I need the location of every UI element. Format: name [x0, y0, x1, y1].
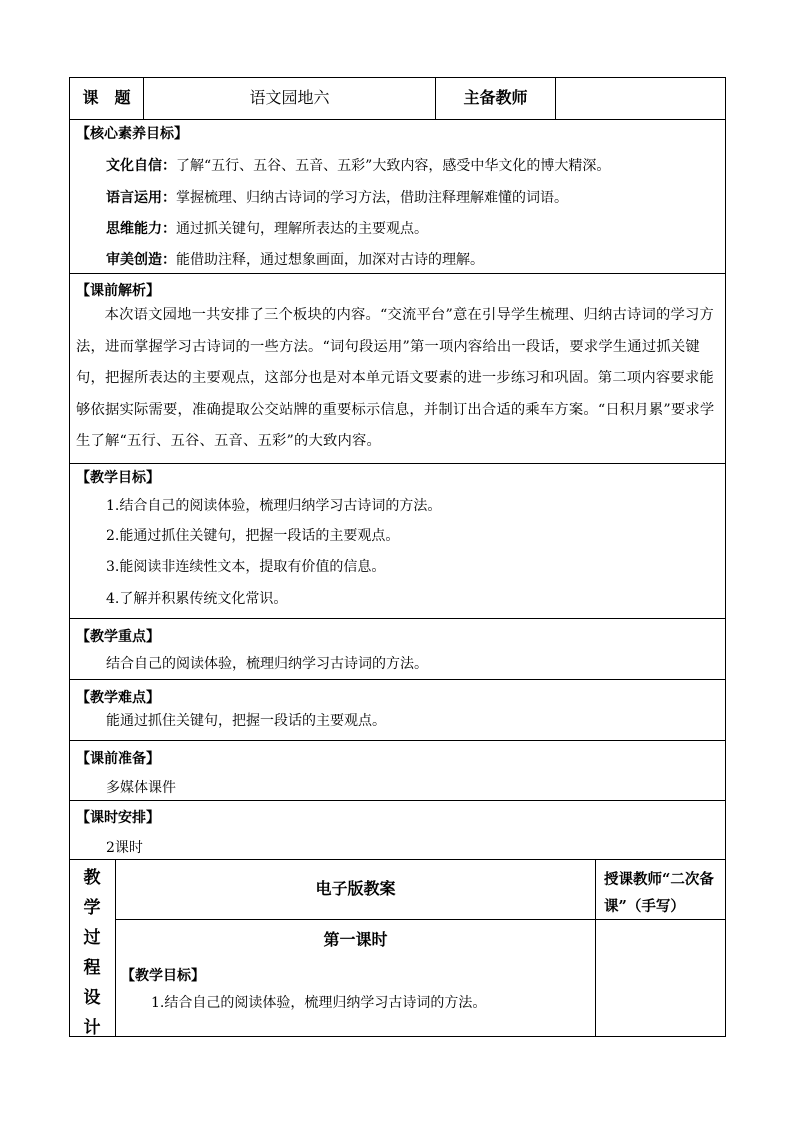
table-line: [595, 859, 596, 1037]
goal-item: 2.能通过抓住关键句，把握一段话的主要观点。: [106, 528, 400, 544]
core-item: [106, 220, 428, 238]
side-char: 计: [83, 1018, 101, 1038]
core-item-text: 通过抓关键句，理解所表达的主要观点。: [176, 221, 428, 237]
topic-label: 课 题: [82, 88, 131, 107]
preparation-title: 【课前准备】: [76, 751, 160, 767]
core-item-label: 审美创造：: [106, 252, 176, 268]
core-section-title: 【核心素养目标】: [76, 126, 188, 142]
goal-item: 1.结合自己的阅读体验，梳理归纳学习古诗词的方法。: [106, 498, 442, 514]
core-item: [106, 189, 568, 207]
preparation-text: 多媒体课件: [106, 780, 176, 796]
table-line: [555, 77, 556, 119]
side-char: 过: [83, 928, 101, 948]
analysis-paragraph: 本次语文园地一共安排了三个板块的内容。“交流平台”意在引导学生梳理、归纳古诗词的学习方法，进而掌握学习古诗词的一些方法。“词句段运用”第一项内容给出一段话，要求学生通过抓关键句，把握所表达的主要观点，这部分也是对本单元语文要素的进一步练习和巩固。第二项内容要求能够依据实际需要，准确提取公交站牌的重要标示信息，并制订出合适的乘车方案。“日积月累”要求学生了解“五行、五谷、五音、五彩”的大致内容。: [76, 307, 715, 449]
goal-item: 4.了解并积累传统文化常识。: [106, 591, 288, 607]
lesson-goals-title: 【教学目标】: [121, 968, 205, 984]
process-side-label: [70, 863, 114, 1043]
core-item-text: 能借助注释，通过想象画面，加深对古诗的理解。: [176, 252, 484, 268]
schedule-text: 2课时: [106, 840, 143, 856]
table-line: [69, 740, 726, 741]
table-line: [69, 273, 726, 274]
core-item-label: 思维能力：: [106, 221, 176, 237]
table-line: [69, 800, 726, 801]
lesson-title: 第一课时: [323, 930, 388, 949]
analysis-section-title: 【课前解析】: [76, 283, 160, 299]
electronic-plan-title: 电子版教案: [315, 879, 396, 898]
core-item: [106, 251, 484, 269]
table-line: [69, 859, 726, 860]
key-points-title: 【教学重点】: [76, 629, 160, 645]
teacher-label: 主备教师: [463, 88, 528, 107]
table-line: [69, 679, 726, 680]
table-border-bottom: [69, 1036, 726, 1037]
goals-section-title: 【教学目标】: [76, 470, 160, 486]
lesson-goal-item: 1.结合自己的阅读体验，梳理归纳学习古诗词的方法。: [151, 995, 487, 1011]
side-char: 程: [83, 958, 101, 978]
second-prep-title: 授课教师“二次备课”（手写）: [604, 871, 714, 915]
table-line: [69, 463, 726, 464]
core-item-label: 语言运用：: [106, 190, 176, 206]
key-points-text: 结合自己的阅读体验，梳理归纳学习古诗词的方法。: [106, 656, 428, 672]
goal-item: 3.能阅读非连续性文本，提取有价值的信息。: [106, 559, 386, 575]
core-item: [106, 157, 610, 175]
schedule-title: 【课时安排】: [76, 810, 160, 826]
core-item-label: 文化自信：: [106, 158, 176, 174]
core-item-text: 掌握梳理、归纳古诗词的学习方法，借助注释理解难懂的词语。: [176, 190, 568, 206]
topic-value: 语文园地六: [249, 88, 330, 107]
table-border-right: [725, 77, 726, 1037]
difficult-points-title: 【教学难点】: [76, 690, 160, 706]
table-border-top: [69, 77, 726, 78]
difficult-points-text: 能通过抓住关键句，把握一段话的主要观点。: [106, 713, 386, 729]
table-line: [69, 618, 726, 619]
table-line: [69, 119, 726, 120]
side-char: 学: [83, 898, 101, 918]
side-char: 设: [83, 988, 101, 1008]
core-item-text: 了解“五行、五谷、五音、五彩”大致内容，感受中华文化的博大精深。: [176, 158, 611, 174]
side-char: 教: [83, 868, 101, 888]
